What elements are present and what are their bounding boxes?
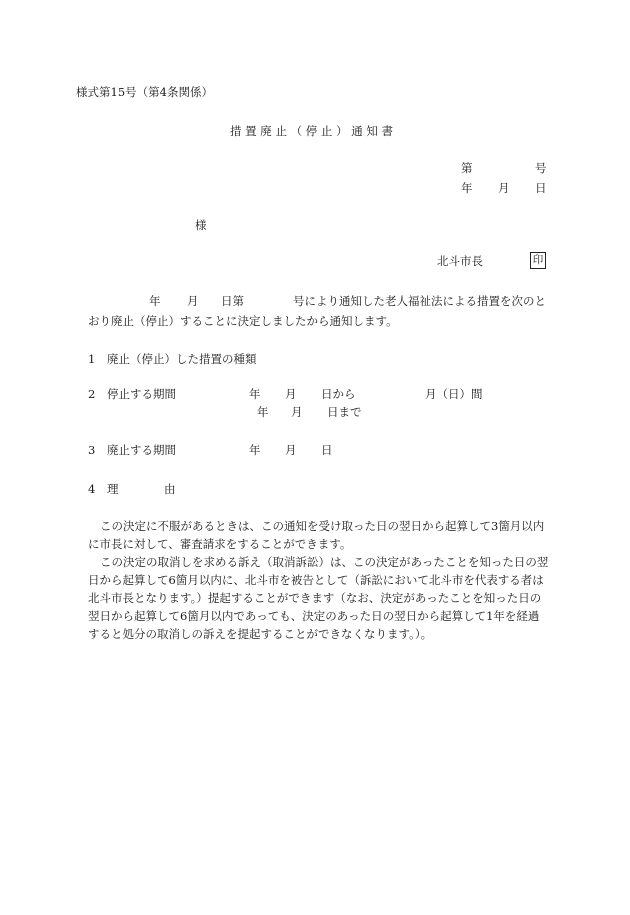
form-id: 様式第15号（第4条関係） xyxy=(76,85,213,99)
number-dai: 第 xyxy=(461,161,473,175)
item2-number: 2 xyxy=(88,387,96,401)
item2-start-tsuki: 月 xyxy=(285,387,297,401)
item2-start-hi: 日から xyxy=(321,387,356,401)
item2-end-nen: 年 xyxy=(257,405,269,419)
notice-p2-line2: 日から起算して6箇月以内に、北斗市を被告として（訴訟において北斗市を代表する者は xyxy=(88,573,544,587)
item1-number: 1 xyxy=(88,352,96,366)
item4-number: 4 xyxy=(88,482,96,496)
notice-p2-line5: すると処分の取消しの訴えを提起することができなくなります。）。 xyxy=(88,627,433,641)
item4-label-a: 理 xyxy=(107,482,119,496)
item2-label: 停止する期間 xyxy=(107,387,176,401)
item4-label-b: 由 xyxy=(164,482,176,496)
date-nen: 年 xyxy=(461,181,473,195)
item2-duration: 月（日）間 xyxy=(425,387,483,401)
notice-p2-line3: 北斗市長となります。）提起することができます（なお、決定があったことを知った日の xyxy=(88,591,542,605)
date-hi: 日 xyxy=(535,181,547,195)
item3-tsuki: 月 xyxy=(285,443,297,457)
notice-p1-line2: に市長に対して、審査請求をすることができます。 xyxy=(88,537,352,551)
item3-number: 3 xyxy=(88,443,96,457)
intro-line2: おり廃止（停止）することに決定しましたから通知します。 xyxy=(88,314,398,328)
notice-p2-line1: この決定の取消しを求める訴え（取消訴訟）は、この決定があったことを知った日の翌 xyxy=(100,555,549,569)
intro-hi-dai: 日第 xyxy=(221,294,244,308)
item2-end-hi: 日まで xyxy=(327,405,362,419)
addressee-suffix: 様 xyxy=(195,218,207,232)
item2-start-nen: 年 xyxy=(249,387,261,401)
issuer: 北斗市長 xyxy=(437,254,483,268)
number-go: 号 xyxy=(535,161,547,175)
notice-p2-line4: 翌日から起算して6箇月以内であっても、決定のあった日の翌日から起算して1年を経過 xyxy=(88,609,540,623)
intro-line1-text: 号により通知した老人福祉法による措置を次のと xyxy=(293,294,546,308)
seal-mark: 印 xyxy=(530,252,546,269)
notice-p1-line1: この決定に不服があるときは、この通知を受け取った日の翌日から起算して3箇月以内 xyxy=(100,519,545,533)
document-title: 措 置 廃 止 （ 停 止 ） 通 知 書 xyxy=(230,124,394,138)
intro-tsuki: 月 xyxy=(187,294,199,308)
item3-label: 廃止する期間 xyxy=(107,443,176,457)
date-tsuki: 月 xyxy=(498,181,510,195)
item3-hi: 日 xyxy=(321,443,333,457)
item2-end-tsuki: 月 xyxy=(291,405,303,419)
item1-label: 廃止（停止）した措置の種類 xyxy=(107,352,257,366)
item3-nen: 年 xyxy=(249,443,261,457)
intro-nen: 年 xyxy=(149,294,161,308)
